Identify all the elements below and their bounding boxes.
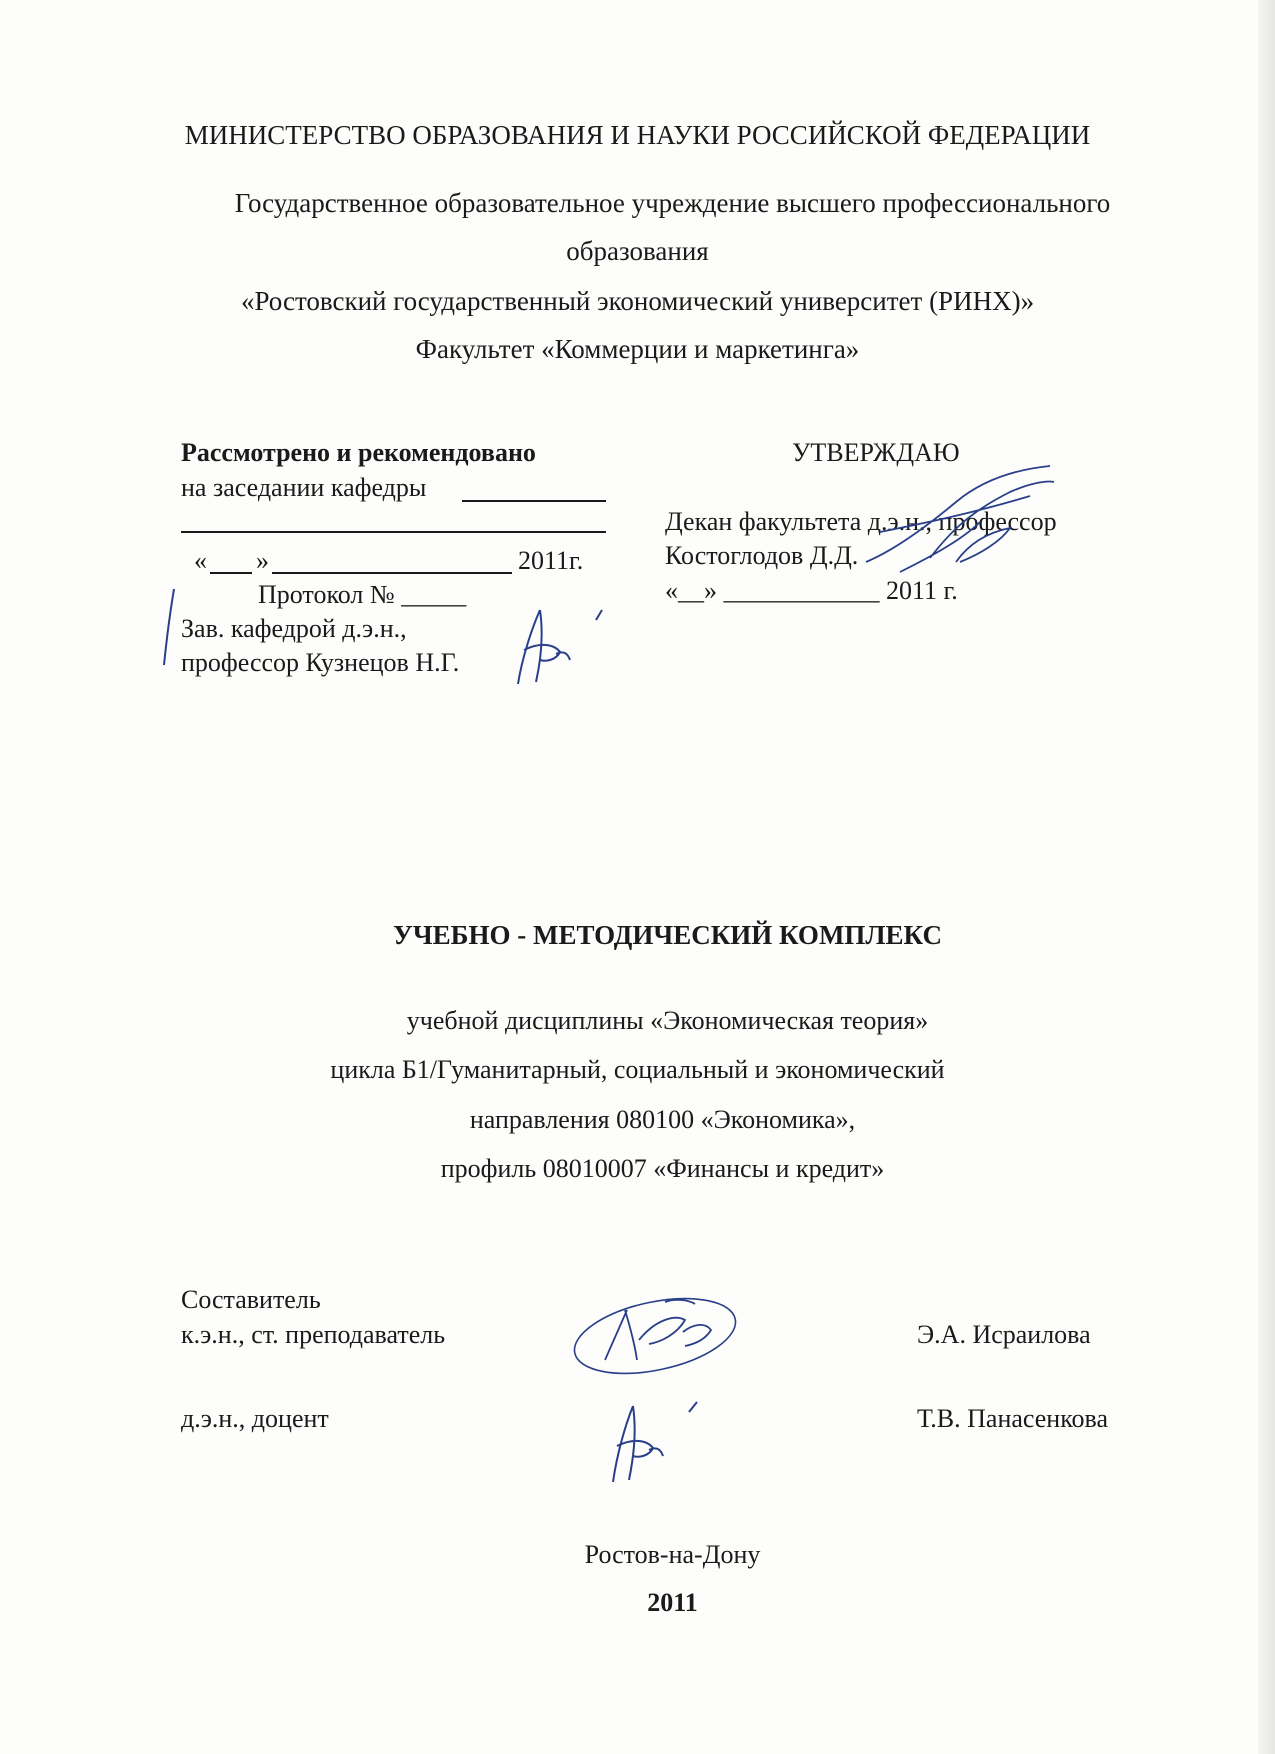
profile-line: профиль 08010007 «Финансы и кредит» [440, 1154, 885, 1183]
discipline-line: учебной дисциплины «Экономическая теория» [406, 1006, 929, 1035]
direction-line: направления 080100 «Экономика», [469, 1105, 856, 1134]
approval-date: «__» ____________ 2011 г. [665, 576, 958, 605]
department-blank-line-2 [181, 531, 606, 533]
author-2-name: Т.В. Панасенкова [917, 1404, 1108, 1433]
date-close-quote: » [256, 546, 269, 575]
margin-mark [160, 585, 182, 670]
ministry-heading: МИНИСТЕРСТВО ОБРАЗОВАНИЯ И НАУКИ РОССИЙСКОЙ ФЕДЕРАЦИИ [184, 120, 1091, 150]
department-meeting-label: на заседании кафедры [181, 473, 427, 502]
reviewed-title: Рассмотрено и рекомендовано [181, 438, 536, 467]
date-year: 2011г. [518, 546, 584, 575]
department-head-line-1: Зав. кафедрой д.э.н., [181, 614, 407, 643]
document-title: УЧЕБНО - МЕТОДИЧЕСКИЙ КОМПЛЕКС [393, 920, 942, 950]
department-blank-line [462, 500, 606, 502]
author-2-signature-icon [605, 1392, 715, 1487]
compiler-label: Составитель [181, 1285, 321, 1314]
approve-title: УТВЕРЖДАЮ [792, 438, 960, 467]
date-day-blank [210, 572, 252, 574]
dean-signature-icon [860, 462, 1060, 582]
author-1-signature-icon [565, 1290, 745, 1380]
head-signature-icon [510, 598, 620, 688]
city: Ростов-на-Дону [584, 1540, 761, 1569]
cycle-line: цикла Б1/Гуманитарный, социальный и экономический [330, 1055, 945, 1084]
protocol-number: Протокол № _____ [258, 580, 467, 609]
author-1-role: к.э.н., ст. преподаватель [181, 1320, 446, 1349]
institution-line-2: образования [566, 236, 709, 266]
dean-name: Костоглодов Д.Д. [665, 541, 859, 570]
date-month-blank [272, 572, 512, 574]
university-name: «Ростовский государственный экономический университет (РИНХ)» [240, 286, 1035, 316]
author-1-name: Э.А. Исраилова [917, 1320, 1091, 1349]
date-open-quote: « [194, 546, 207, 575]
institution-line-1: Государственное образовательное учреждение высшего профессионального [234, 188, 1111, 218]
year: 2011 [647, 1588, 698, 1617]
author-2-role: д.э.н., доцент [181, 1404, 329, 1433]
faculty-name: Факультет «Коммерции и маркетинга» [415, 334, 860, 364]
department-head-line-2: профессор Кузнецов Н.Г. [181, 648, 460, 677]
dean-title: Декан факультета д.э.н., профессор [665, 507, 1057, 536]
